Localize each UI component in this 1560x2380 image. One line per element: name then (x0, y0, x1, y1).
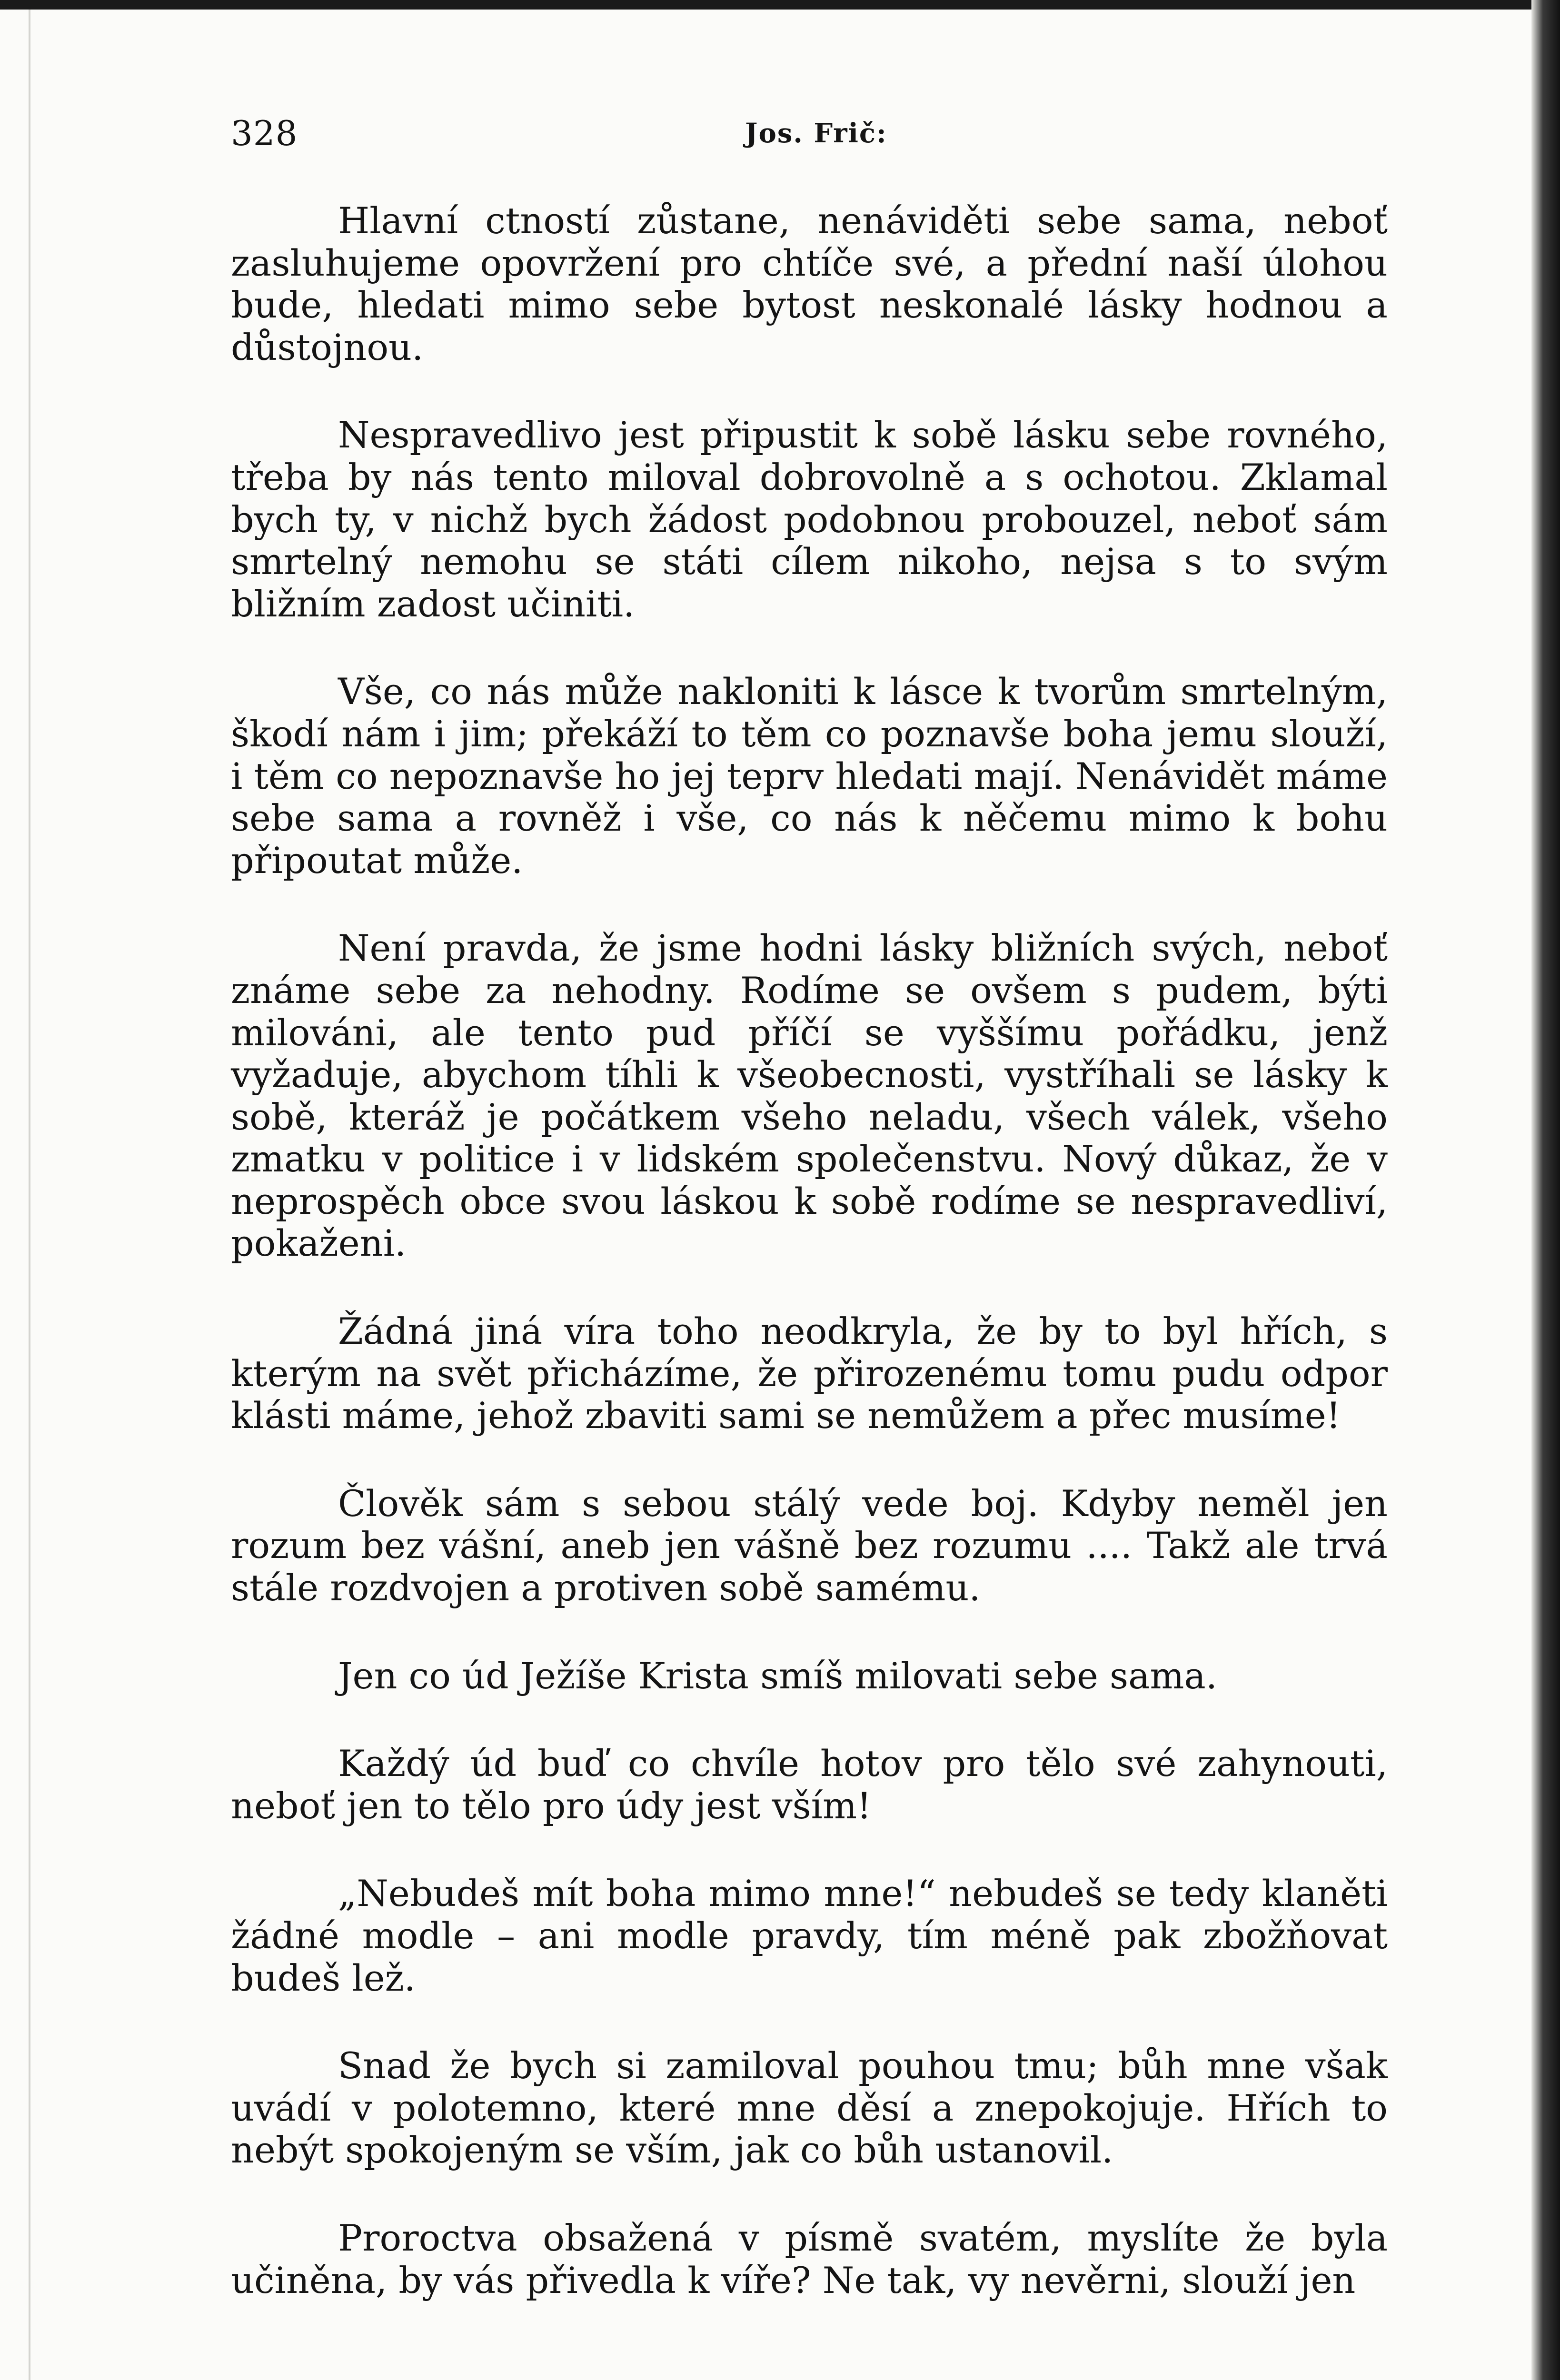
paragraph: Není pravda, že jsme hodni lásky bližních svých, neboť známe sebe za nehodny. Rodíme se ovšem s pudem, býti milováni, ale tento pud příčí se vyššímu pořádku, jenž vyžaduje, abychom tíhli k všeobecnosti, vystříhali se lásky k sobě, kteráž je počátkem všeho neladu, všech válek, všeho zmatku v politice i v lidském společenstvu. Nový důkaz, že v neprospěch obce svou láskou k sobě rodíme se nespravedliví, pokaženi. (231, 927, 1388, 1265)
scan-edge-left (29, 10, 30, 2380)
paragraph: Hlavní ctností zůstane, nenáviděti sebe sama, neboť zasluhujeme opovržení pro chtíče své, a přední naší úlohou bude, hledati mimo sebe bytost neskonalé lásky hodnou a důstojnou. (231, 199, 1388, 368)
paragraph: Nespravedlivo jest připustit k sobě lásku sebe rovného, třeba by nás tento miloval dobrovolně a s ochotou. Zklamal bych ty, v nichž bych žádost podobnou probouzel, neboť sám smrtelný nemohu se státi cílem nikoho, nejsa s to svým bližním zadost učiniti. (231, 414, 1388, 625)
paragraph: Každý úd buď co chvíle hotov pro tělo své zahynouti, neboť jen to tělo pro údy jest vším! (231, 1742, 1388, 1827)
paragraph: Jen co úd Ježíše Krista smíš milovati sebe sama. (338, 1654, 1217, 1697)
running-head: Jos. Frič: (745, 118, 887, 149)
body-text (231, 200, 1388, 2301)
scan-edge-right (1531, 0, 1560, 2380)
page-number: 328 (231, 113, 298, 153)
paragraph: Žádná jiná víra toho neodkryla, že by to byl hřích, s kterým na svět přicházíme, že přirozenému tomu pudu odpor klásti máme, jehož zbaviti sami se nemůžem a přec musíme! (231, 1310, 1388, 1437)
paragraph: Vše, co nás může nakloniti k lásce k tvorům smrtelným, škodí nám i jim; překáží to těm co poznavše boha jemu slouží, i těm co nepoznavše ho jej teprv hledati mají. Nenávidět máme sebe sama a rovněž i vše, co nás k něčemu mimo k bohu připoutat může. (231, 670, 1388, 882)
paragraph: Člověk sám s sebou stálý vede boj. Kdyby neměl jen rozum bez vášní, aneb jen vášně bez rozumu .... Takž ale trvá stále rozdvojen a protiven sobě samému. (231, 1482, 1388, 1609)
paragraph: Snad že bych si zamiloval pouhou tmu; bůh mne však uvádí v polotemno, které mne děsí a znepokojuje. Hřích to nebýt spokojeným se vším, jak co bůh ustanovil. (231, 2044, 1388, 2172)
page-header (231, 105, 1388, 162)
paragraph: Proroctva obsažená v písmě svatém, myslíte že byla učiněna, by vás přivedla k víře? Ne tak, vy nevěrni, slouží jen (231, 2216, 1388, 2301)
scan-edge-top (0, 0, 1560, 10)
paragraph: „Nebudeš mít boha mimo mne!“ nebudeš se tedy klaněti žádné modle – ani modle pravdy, tím méně pak zbožňovat budeš lež. (231, 1872, 1388, 1999)
